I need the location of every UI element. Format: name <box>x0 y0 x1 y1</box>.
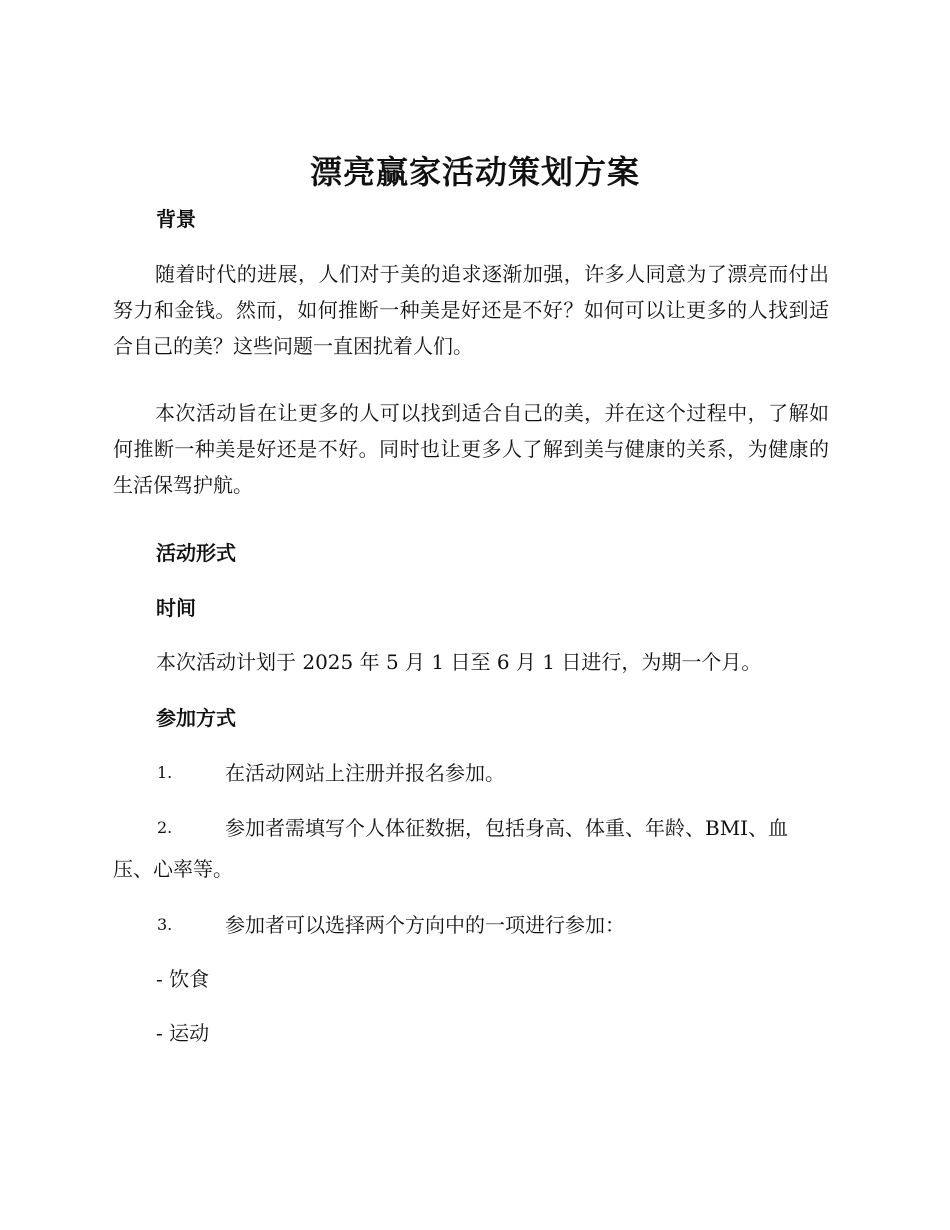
list-item-continuation: 压、心率等。 <box>113 857 233 881</box>
paragraph-line: 付出努力和金钱。然而，如何推断一种美是好还是不好？如何可以让更多的 <box>113 262 829 322</box>
section-heading-time: 时间 <box>156 596 196 620</box>
list-item-number: 3. <box>157 915 173 934</box>
list-item-text: 参加者可以选择两个方向中的一项进行参加： <box>225 913 625 937</box>
background-paragraph-2 <box>113 395 829 503</box>
paragraph-line: 解如何推断一种美是好还是不好。同时也让更多人了解到美与健康的关系， <box>113 401 829 461</box>
list-item-number: 2. <box>157 818 173 837</box>
list-item-number: 1. <box>157 763 173 782</box>
paragraph-line: 随着时代的进展，人们对于美的追求逐渐加强，许多人同意为了漂亮而 <box>155 262 789 286</box>
document-title: 漂亮赢家活动策划方案 <box>309 153 640 191</box>
paragraph-line: 本次活动旨在让更多的人可以找到适合自己的美，并在这个过程中，了 <box>155 401 789 425</box>
paragraph-line: 为健康的生活保驾护航。 <box>113 437 830 497</box>
list-item-text: 在活动网站上注册并报名参加。 <box>225 761 505 785</box>
section-heading-activity-form: 活动形式 <box>156 541 236 565</box>
option-exercise: - 运动 <box>156 1021 210 1045</box>
list-item-text: 参加者需填写个人体征数据，包括身高、体重、年龄、BMI、血 <box>225 816 789 840</box>
section-heading-participation: 参加方式 <box>156 706 236 730</box>
paragraph-line: 人找到适合自己的美？这些问题一直困扰着人们。 <box>113 298 830 358</box>
option-diet: - 饮食 <box>156 967 210 991</box>
time-text: 本次活动计划于 2025 年 5 月 1 日至 6 月 1 日进行，为期一个月。 <box>156 650 762 674</box>
section-heading-background: 背景 <box>156 207 196 231</box>
background-paragraph-1 <box>113 256 829 364</box>
